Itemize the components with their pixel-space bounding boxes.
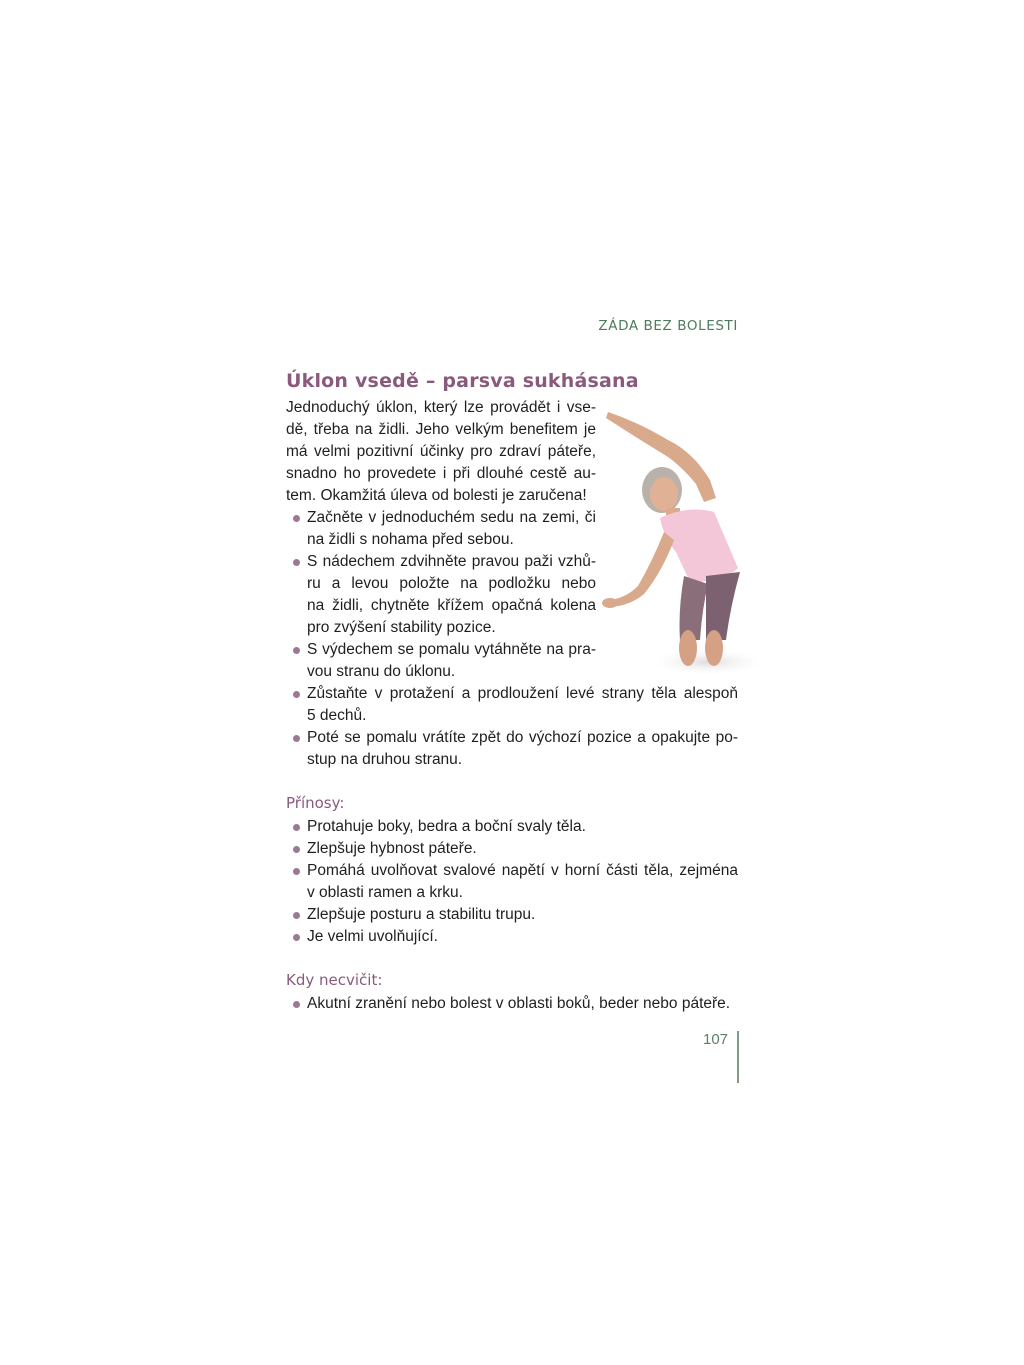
exercise-title: Úklon vsedě – parsva sukhásana [286,370,639,392]
step-line: Zůstaňte v protažení a prodloužení levé strany těla alespoň [307,685,738,702]
step-line: 5 dechů. [307,707,367,724]
contraindications-heading: Kdy necvičit: [286,971,383,989]
running-head: ZÁDA BEZ BOLESTI [598,318,738,334]
bullet-dot [293,934,300,941]
bullet-dot [293,515,300,522]
bullet-dot [293,868,300,875]
pose-illustration-icon [598,400,768,680]
step-line: na židli, chytněte křížem opačná kolena [307,597,596,614]
bullet-dot [293,735,300,742]
benefit-line: Je velmi uvolňující. [307,928,438,945]
page-rule-divider [737,1031,739,1083]
woman-side-bend-pose-photo [598,400,768,680]
bullet-dot [293,1001,300,1008]
step-line: na židli s nohama před sebou. [307,531,514,548]
bullet-dot [293,824,300,831]
intro-line: dě, třeba na židli. Jeho velkým benefitem je [286,421,596,438]
benefit-line: v oblasti ramen a krku. [307,884,463,901]
step-line: S výdechem se pomalu vytáhněte na pra- [307,641,596,658]
benefits-heading: Přínosy: [286,794,345,812]
step-line: ru a levou položte na podložku nebo [307,575,596,592]
step-line: S nádechem zdvihněte pravou paži vzhů- [307,553,596,570]
benefit-line: Zlepšuje posturu a stabilitu trupu. [307,906,536,923]
benefit-line: Pomáhá uvolňovat svalové napětí v horní části těla, zejména [307,862,738,879]
intro-line: snadno ho provedete i při dlouhé cestě au- [286,465,596,482]
bullet-dot [293,559,300,566]
page-number: 107 [703,1031,729,1048]
step-line: vou stranu do úklonu. [307,663,456,680]
bullet-dot [293,846,300,853]
bullet-dot [293,691,300,698]
step-line: stup na druhou stranu. [307,751,463,768]
step-line: pro zvýšení stability pozice. [307,619,496,636]
step-line: Začněte v jednoduchém sedu na zemi, či [307,509,596,526]
intro-line: tem. Okamžitá úleva od bolesti je zaručena! [286,487,587,504]
benefit-line: Zlepšuje hybnost páteře. [307,840,477,857]
intro-line: má velmi pozitivní účinky pro zdraví páteře, [286,443,596,460]
benefit-line: Protahuje boky, bedra a boční svaly těla. [307,818,586,835]
bullet-dot [293,647,300,654]
bullet-dot [293,912,300,919]
contraindication-line: Akutní zranění nebo bolest v oblasti boků, beder nebo páteře. [307,995,731,1012]
intro-line: Jednoduchý úklon, který lze provádět i vse- [286,399,596,416]
step-line: Poté se pomalu vrátíte zpět do výchozí pozice a opakujte po- [307,729,738,746]
